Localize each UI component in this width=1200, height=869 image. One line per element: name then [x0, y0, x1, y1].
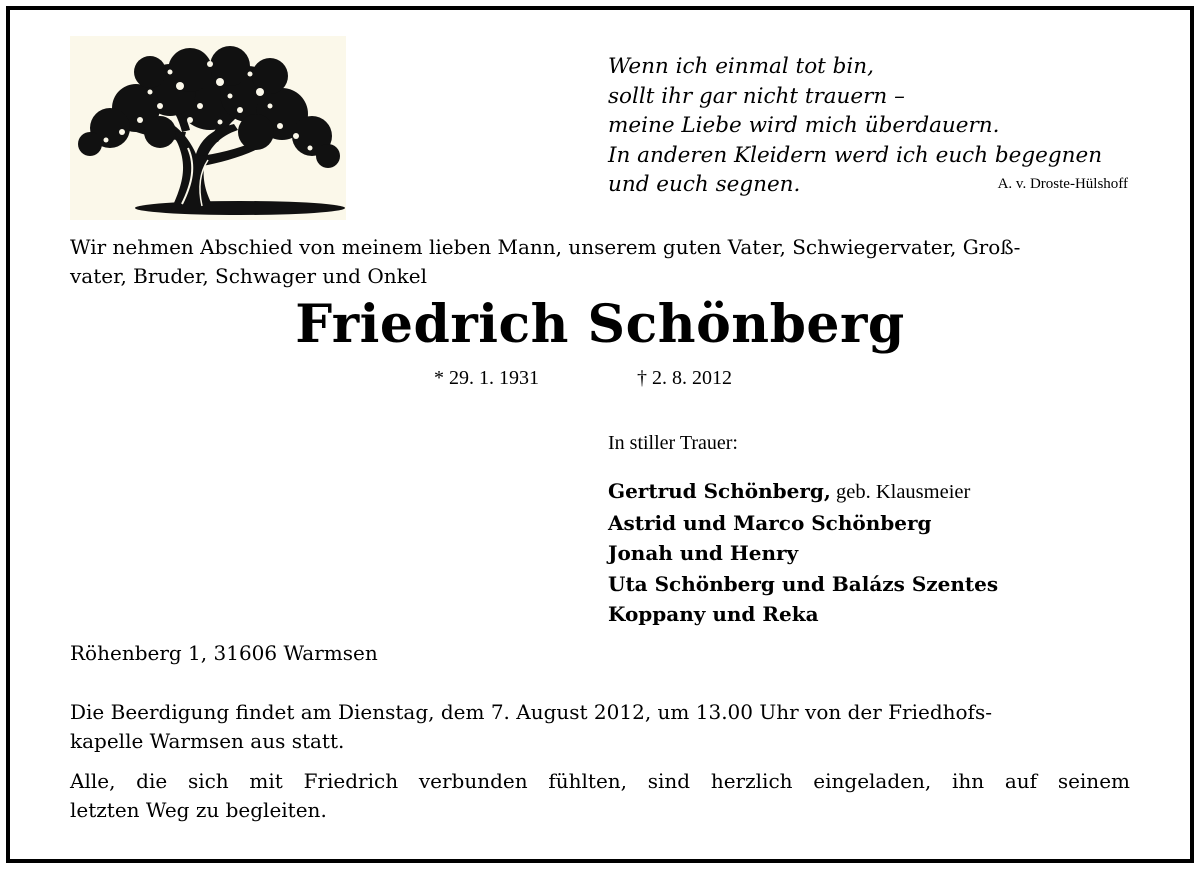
address: Röhenberg 1, 31606 Warmsen	[70, 641, 378, 665]
mourner-row: Jonah und Henry	[608, 541, 799, 565]
intro-line-2: vater, Bruder, Schwager und Onkel	[70, 264, 427, 288]
poem-author: A. v. Droste-Hülshoff	[997, 176, 1128, 192]
mourner-row: Astrid und Marco Schönberg	[608, 510, 932, 535]
mourning-heading: In stiller Trauer:	[608, 432, 738, 454]
poem-line: sollt ihr gar nicht trauern –	[608, 83, 905, 109]
funeral-line-2: kapelle Warmsen aus statt.	[70, 729, 345, 753]
funeral-notice	[70, 698, 1130, 756]
poem-line: und euch segnen.	[608, 172, 801, 197]
deceased-name: Friedrich Schönberg	[295, 294, 905, 355]
mourner-row: Koppany und Reka	[608, 602, 819, 626]
poem-line: Wenn ich einmal tot bin,	[608, 54, 874, 79]
poem-line: In anderen Kleidern werd ich euch begegnen	[608, 142, 1103, 168]
funeral-line-1: Die Beerdigung findet am Dienstag, dem 7. August 2012, um 13.00 Uhr von der Friedhofs-	[70, 700, 992, 724]
intro-line-1: Wir nehmen Abschied von meinem lieben Mann, unserem guten Vater, Schwiegervater, Groß-	[70, 235, 1021, 259]
poem-line: meine Liebe wird mich überdauern.	[608, 113, 1000, 138]
mourner-row: Uta Schönberg und Balázs Szentes	[608, 571, 999, 596]
death-date: † 2. 8. 2012	[637, 367, 732, 389]
intro-text	[70, 233, 1130, 291]
mourners-list	[608, 476, 998, 630]
mourner-note: geb. Klausmeier	[830, 481, 971, 503]
mourner-row	[608, 476, 998, 508]
invitation-line-1: Alle, die sich mit Friedrich verbunden fühlten, sind herzlich eingeladen, ihn auf seinem	[70, 769, 1130, 793]
tree-illustration	[70, 36, 346, 220]
invitation-line-2: letzten Weg zu begleiten.	[70, 798, 327, 822]
invitation-text	[70, 767, 1130, 825]
tree-icon	[70, 36, 346, 220]
birth-date: * 29. 1. 1931	[434, 367, 539, 389]
mourner-name: Gertrud Schönberg,	[608, 479, 831, 503]
